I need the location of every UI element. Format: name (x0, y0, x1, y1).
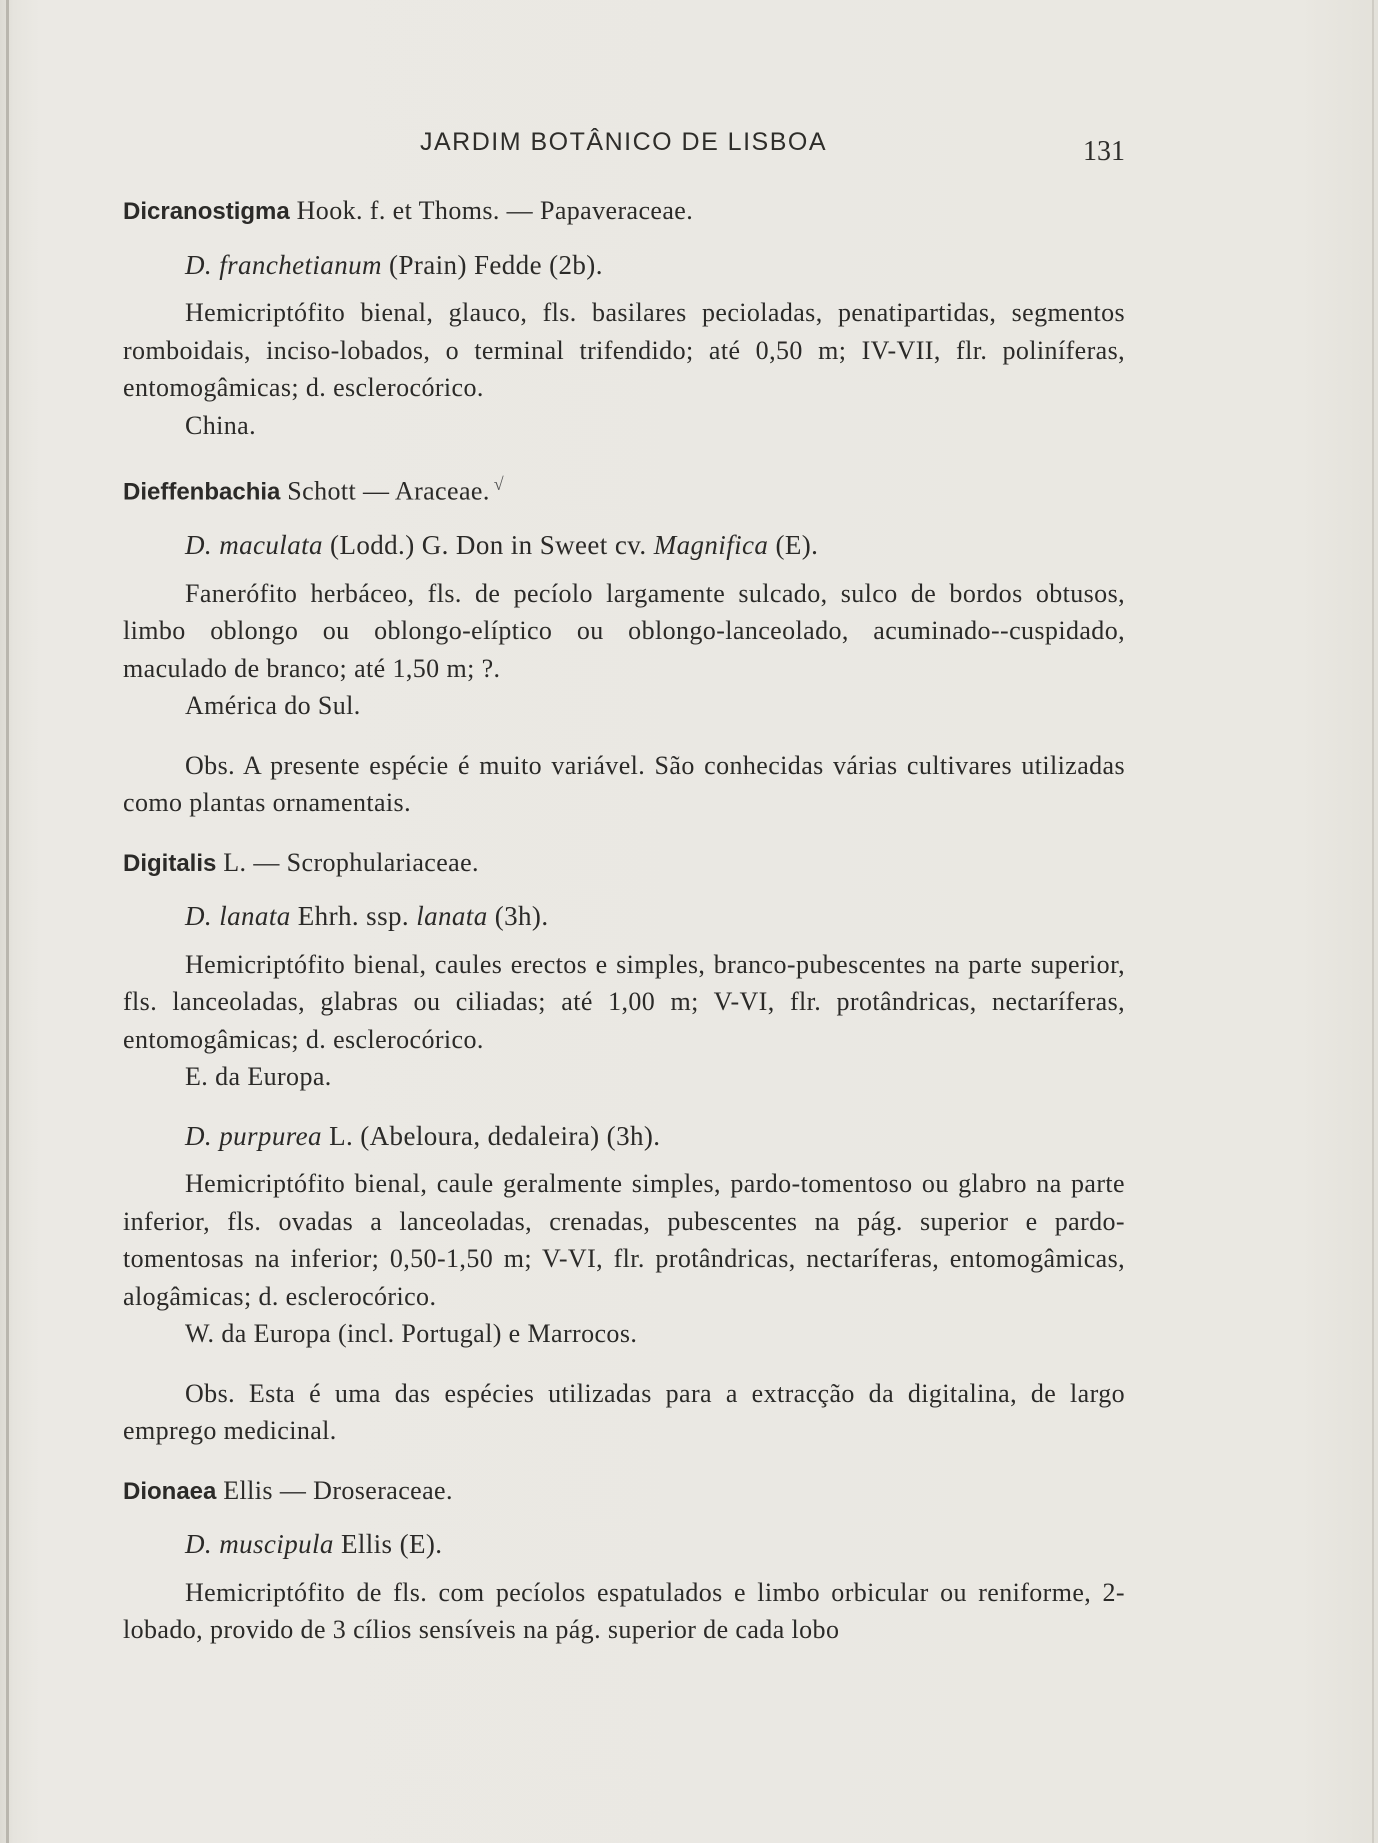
genus-name: Dionaea (123, 1477, 217, 1505)
species-epithet: maculata (219, 530, 323, 561)
species-heading (185, 1526, 1125, 1564)
species-description: Hemicriptófito bienal, glauco, fls. basilares pecioladas, penatipartidas, segmentos romboidais, inciso-lobados, o terminal trifendido; até 0,50 m; IV-VII, flr. poliníferas, entomogâmicas; d. esclerocórico. (123, 298, 1125, 402)
genus-authority-family: Ellis — Droseraceae. (216, 1475, 453, 1505)
genus-heading (123, 192, 1125, 231)
species-distribution: W. da Europa (incl. Portugal) e Marrocos. (185, 1319, 638, 1349)
species-distribution: América do Sul. (185, 691, 361, 721)
species-description: Hemicriptófito bienal, caule geralmente simples, pardo-tomentoso ou glabro na parte inferior, fls. ovadas a lanceoladas, crenadas, pubescentes na pág. superior e pardo-tomentosas na inferior; 0,50-1,50 m; V-VI, flr. protândricas, nectaríferas, entomogâmicas, alogâmicas; d. esclerocórico. (123, 1169, 1125, 1311)
species-genus-abbr: D. (185, 249, 213, 280)
genus-name: Dieffenbachia (123, 478, 281, 506)
species-epithet: purpurea (219, 1120, 322, 1151)
species-authority: L. (Abeloura, dedaleira) (3h). (321, 1120, 661, 1151)
cultivar-name: Magnifica (653, 530, 769, 561)
species-description: Hemicriptófito de fls. com pecíolos espatulados e limbo orbicular ou reniforme, 2-lobado, provido de 3 cílios sensíveis na pág. superior de cada lobo (123, 1577, 1125, 1645)
species-authority: Ehrh. ssp. (290, 901, 417, 932)
species-genus-abbr: D. (185, 1529, 213, 1560)
species-distribution: China. (185, 410, 257, 440)
page-header (0, 128, 1378, 168)
genus-heading (123, 1472, 1125, 1511)
subspecies-name: lanata (416, 901, 488, 932)
species-distribution: E. da Europa. (185, 1062, 332, 1092)
page-number: 131 (1083, 136, 1125, 167)
page-binding-edge (6, 0, 9, 1843)
genus-authority-family: Schott — Araceae. (280, 476, 490, 506)
species-observation: Obs. Esta é uma das espécies utilizadas para a extracção da digitalina, de largo emprego medicinal. (123, 1378, 1125, 1446)
species-authority: (Prain) Fedde (2b). (381, 249, 603, 280)
species-authority: (Lodd.) G. Don in Sweet cv. (322, 530, 654, 561)
genus-name: Dicranostigma (123, 198, 290, 225)
genus-heading (123, 844, 1125, 883)
species-heading (185, 527, 1125, 565)
species-description: Hemicriptófito bienal, caules erectos e simples, branco-pubescentes na parte superior, fls. lanceoladas, glabras ou ciliadas; até 1,00 m; V-VI, flr. protândricas, nectaríferas, entomogâmicas; d. esclerocórico. (123, 949, 1125, 1054)
page-content (123, 192, 1125, 1649)
species-genus-abbr: D. (185, 530, 213, 561)
genus-authority-family: L. — Scrophulariaceae. (216, 847, 479, 877)
species-epithet: lanata (219, 901, 291, 932)
species-heading (185, 247, 1125, 285)
page-right-edge (1372, 0, 1374, 1843)
species-observation: Obs. A presente espécie é muito variável. São conhecidas várias cultivares utilizadas como plantas ornamentais. (123, 750, 1125, 818)
running-title: JARDIM BOTÂNICO DE LISBOA (420, 128, 828, 156)
species-epithet: franchetianum (219, 249, 382, 280)
species-description: Fanerófito herbáceo, fls. de pecíolo largamente sulcado, sulco de bordos obtusos, limbo oblongo ou oblongo-elíptico ou oblongo-lanceolado, acuminado--cuspidado, maculado de branco; até 1,50 m; ?. (123, 578, 1125, 683)
genus-authority-family: Hook. f. et Thoms. — Papaveraceae. (289, 196, 694, 225)
genus-name: Digitalis (123, 849, 217, 877)
genus-heading (123, 466, 1125, 511)
check-mark: √ (493, 474, 505, 494)
species-genus-abbr: D. (185, 901, 213, 932)
species-authority: Ellis (E). (333, 1529, 443, 1560)
species-suffix: (E). (768, 530, 819, 561)
species-heading (185, 898, 1125, 936)
species-suffix: (3h). (487, 901, 549, 932)
species-genus-abbr: D. (185, 1120, 213, 1151)
species-heading (185, 1118, 1125, 1156)
species-epithet: muscipula (219, 1529, 334, 1560)
